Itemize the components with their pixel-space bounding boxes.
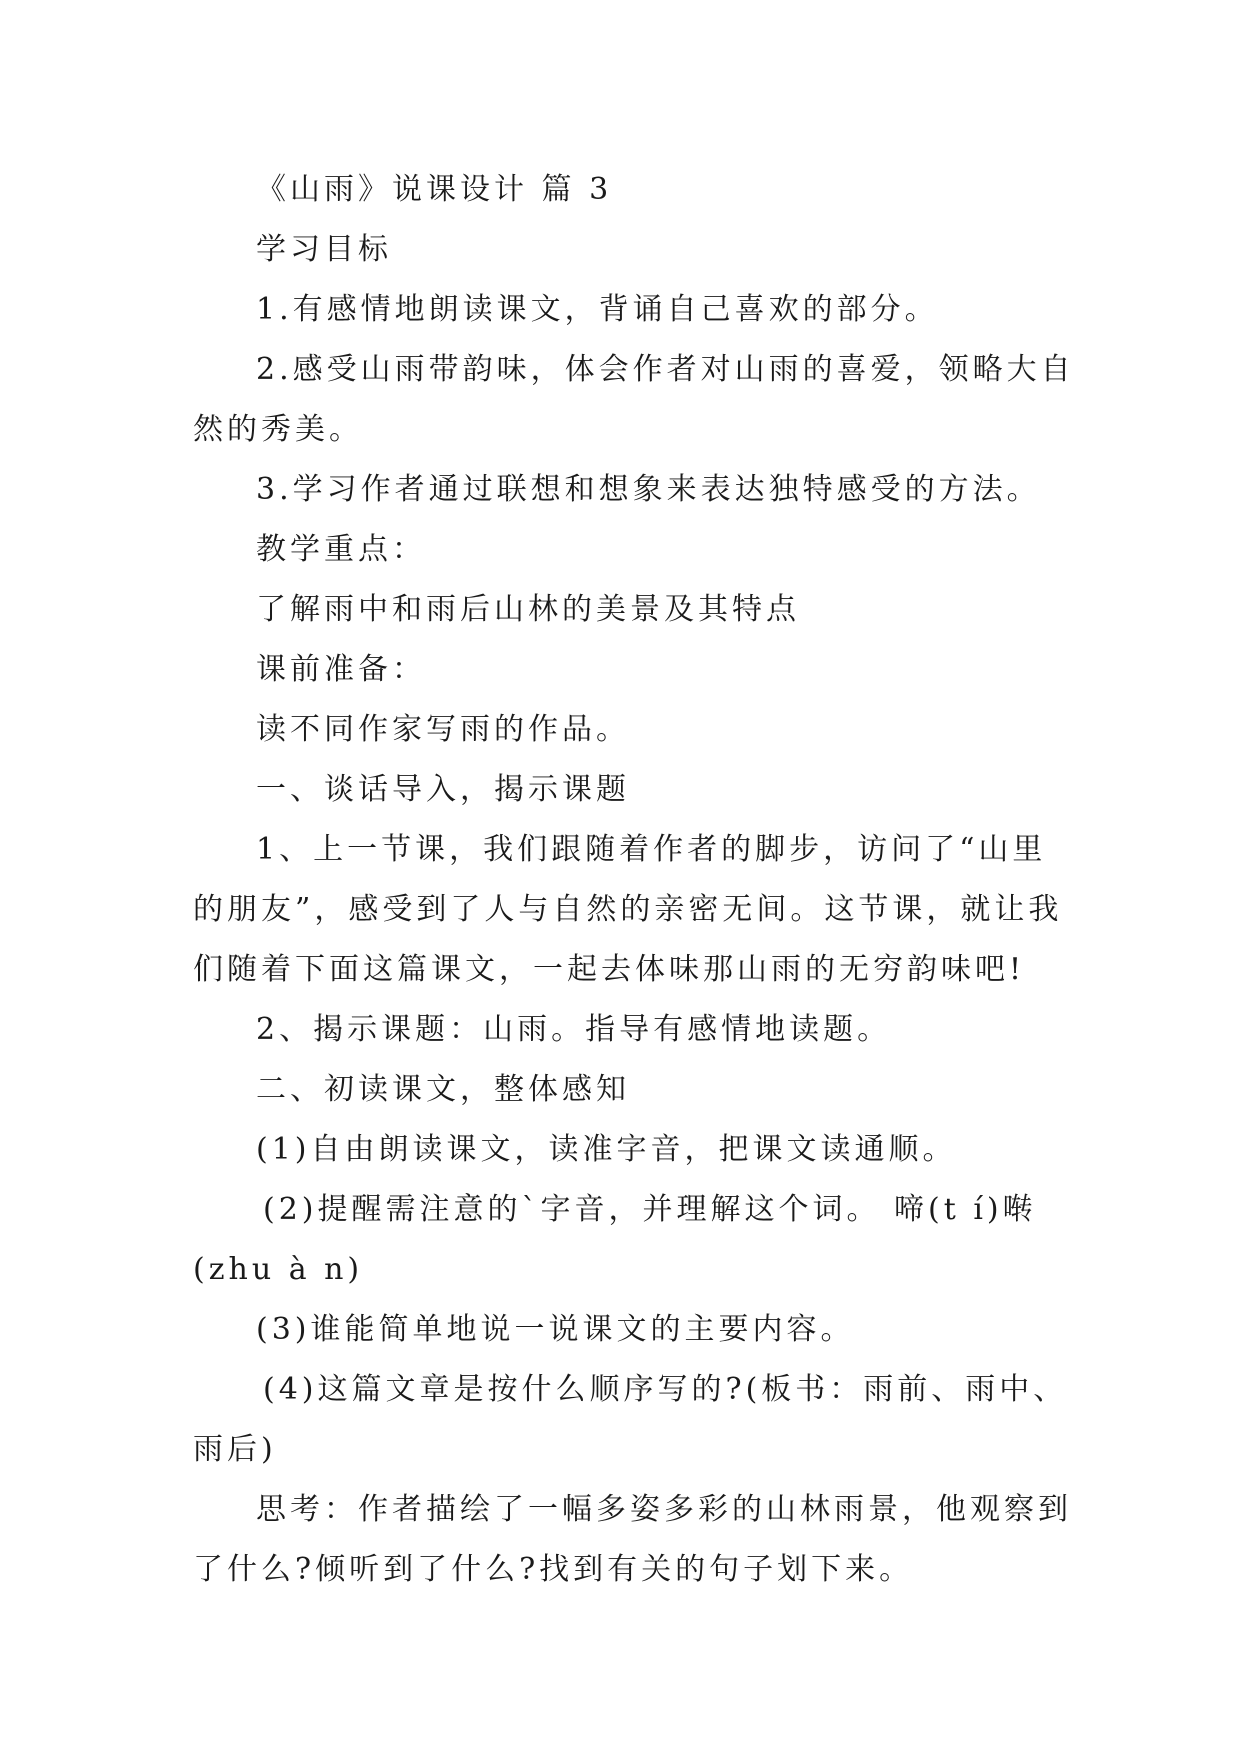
key-points-text: 了解雨中和雨后山林的美景及其特点 bbox=[256, 592, 800, 627]
step-4-continued: 雨后) bbox=[193, 1432, 277, 1467]
thinking-prompt-continued: 了什么?倾听到了什么?找到有关的句子划下来。 bbox=[193, 1552, 914, 1587]
paragraph-line: 的朋友”，感受到了人与自然的亲密无间。这节课，就让我 bbox=[193, 892, 1063, 927]
thinking-prompt: 思考：作者描绘了一幅多姿多彩的山林雨景，他观察到 bbox=[256, 1492, 1072, 1527]
section-heading-first-reading: 二、初读课文，整体感知 bbox=[256, 1072, 630, 1107]
section-heading-key-points: 教学重点： bbox=[256, 532, 426, 567]
section-heading-learning-goals: 学习目标 bbox=[256, 232, 392, 267]
step-1: (1)自由朗读课文，读准字音，把课文读通顺。 bbox=[256, 1132, 957, 1167]
goal-1: 1.有感情地朗读课文，背诵自己喜欢的部分。 bbox=[256, 292, 939, 327]
step-2: (2)提醒需注意的`字音，并理解这个词。 啼(t í)啭 bbox=[263, 1192, 1037, 1227]
goal-3: 3.学习作者通过联想和想象来表达独特感受的方法。 bbox=[256, 472, 1041, 507]
section-heading-introduction: 一、谈话导入，揭示课题 bbox=[256, 772, 630, 807]
section-heading-preparation: 课前准备： bbox=[256, 652, 426, 687]
step-2-continued: (zhu à n) bbox=[193, 1252, 364, 1287]
step-4: (4)这篇文章是按什么顺序写的?(板书：雨前、雨中、 bbox=[263, 1372, 1068, 1407]
goal-2-continued: 然的秀美。 bbox=[193, 412, 363, 447]
paragraph-line: 1、上一节课，我们跟随着作者的脚步，访问了“山里 bbox=[256, 832, 1047, 867]
paragraph-line: 们随着下面这篇课文，一起去体味那山雨的无穷韵味吧! bbox=[193, 952, 1026, 987]
goal-2: 2.感受山雨带韵味，体会作者对山雨的喜爱，领略大自 bbox=[256, 352, 1075, 387]
preparation-text: 读不同作家写雨的作品。 bbox=[256, 712, 630, 747]
paragraph-line: 2、揭示课题：山雨。指导有感情地读题。 bbox=[256, 1012, 892, 1047]
document-body bbox=[193, 160, 1073, 1600]
step-3: (3)谁能简单地说一说课文的主要内容。 bbox=[256, 1312, 855, 1347]
document-title: 《山雨》说课设计 篇 3 bbox=[256, 172, 613, 207]
